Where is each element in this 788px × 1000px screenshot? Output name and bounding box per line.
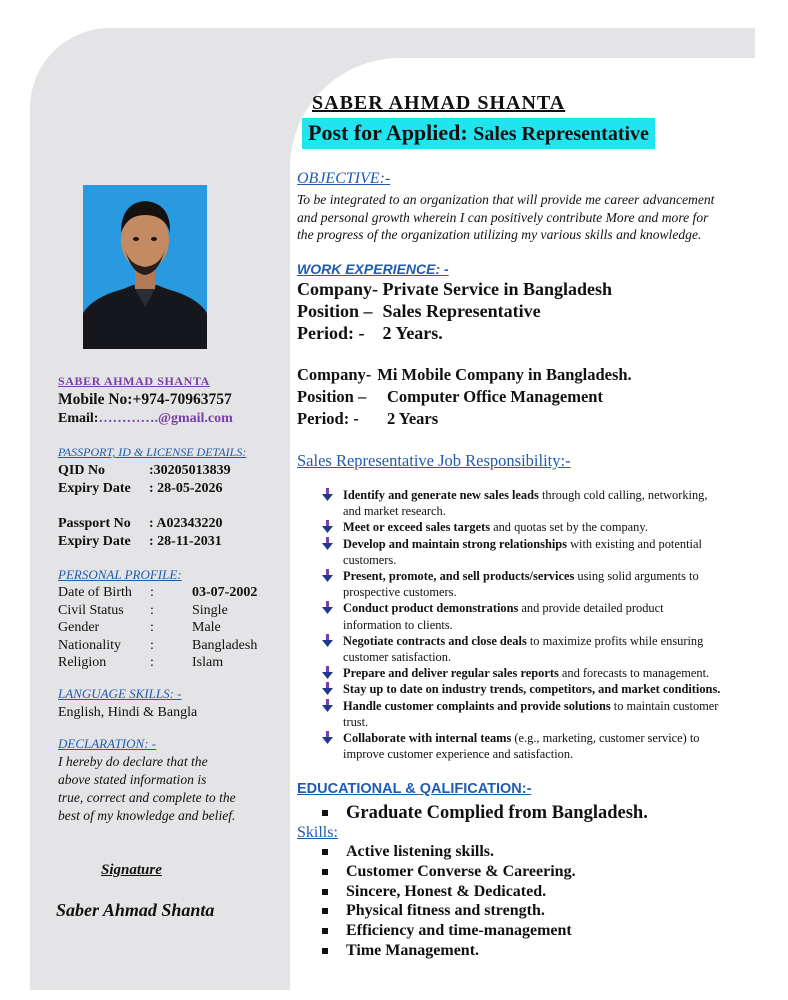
profile-value: Single [192,602,228,618]
responsibility-item [322,487,772,519]
responsibility-line2: improve customer experience and satisfaction. [343,747,574,762]
qid-label: QID No [58,463,106,478]
declaration-line: best of my knowledge and belief. [58,808,236,823]
square-bullet-icon [322,810,328,816]
responsibility-item [322,536,772,568]
responsibility-rest: with existing and potential [567,536,702,551]
resume-name: SABER AHMAD SHANTA [312,92,566,114]
skill-item [322,941,576,961]
qid-expiry-row [58,480,223,498]
education-list [322,801,648,825]
responsibility-line2: and market research. [343,504,446,519]
objective-text [297,191,777,244]
position-label: Position – [297,301,373,321]
job-entry-1 [297,278,612,344]
objective-line: To be integrated to an organization that will provide me career advancement [297,192,715,207]
profile-value: Bangladesh [192,637,258,653]
down-arrow-icon [322,601,333,614]
profile-label: Nationality [58,637,121,653]
skills-heading: Skills: [297,824,338,841]
qid-expiry-value: : 28-05-2026 [149,481,223,496]
responsibility-rest: through cold calling, networking, [538,488,708,502]
responsibility-line2: information to clients. [343,617,453,632]
personal-profile-table [58,584,278,672]
responsibility-rest: and quotas set by the company. [490,520,648,535]
objective-heading: OBJECTIVE:- [297,170,391,187]
company-name: Private Service in Bangladesh [382,279,612,299]
square-bullet-icon [322,928,328,934]
skill-item [322,921,576,941]
responsibility-bold: Stay up to date on industry trends, competitors, and market conditions. [343,682,721,697]
skill-item [322,882,576,902]
profile-row-religion [58,654,278,672]
responsibility-line2: customers. [343,552,397,567]
responsibility-bold: Develop and maintain strong relationships [343,536,567,551]
objective-line: the progress of the organization utilizing my various skills and knowledge. [297,227,702,242]
down-arrow-icon [322,699,333,712]
job-company-row [297,364,632,386]
responsibility-line2: customer satisfaction. [343,650,452,665]
profile-label: Date of Birth [58,585,132,600]
position-value: Sales Representative [382,301,541,321]
down-arrow-icon [322,537,333,550]
qid-row [58,462,231,480]
responsibility-item [322,698,772,730]
responsibility-bold: Prepare and deliver regular sales reports [343,666,559,681]
responsibility-item [322,519,772,535]
qid-value: :30205013839 [149,463,231,478]
profile-row-gender [58,619,278,637]
responsibility-rest: and forecasts to management. [558,666,710,681]
mobile-number: +974-70963757 [132,391,232,408]
profile-row-nationality [58,637,278,655]
job-company-row [297,278,612,300]
profile-label: Gender [58,620,100,635]
passport-row [58,515,223,533]
responsibility-rest: (e.g., marketing, customer service) to [511,731,700,746]
square-bullet-icon [322,849,328,855]
company-name: Mi Mobile Company in Bangladesh. [377,365,632,384]
responsibility-bold: Present, promote, and sell products/services [343,569,575,584]
passport-expiry-row [58,533,222,551]
responsibility-bold: Negotiate contracts and close deals [343,633,527,648]
job-entry-2 [297,364,632,430]
profile-value: Islam [192,655,224,670]
profile-separator: : [150,637,154,653]
mobile-row [58,391,232,409]
passport-expiry-label: Expiry Date [58,534,131,549]
profile-row-civil-status [58,602,278,620]
position-label: Position – [297,387,367,406]
work-experience-heading: WORK EXPERIENCE: - [297,261,449,277]
email-row [58,411,233,427]
position-value: Computer Office Management [387,387,603,406]
qid-expiry-label: Expiry Date [58,481,131,496]
education-item [322,801,648,825]
post-applied-banner [302,118,655,149]
job-period-row [297,408,632,430]
post-applied-value: Sales Representative [473,123,649,145]
skill-item [322,842,576,862]
profile-value: Male [192,620,221,635]
company-label: Company- [297,279,379,299]
responsibility-bold: Collaborate with internal teams [343,731,512,746]
down-arrow-icon [322,634,333,647]
sidebar-name: SABER AHMAD SHANTA [58,374,210,388]
responsibility-heading: Sales Representative Job Responsibility:- [297,451,571,470]
personal-profile-heading: PERSONAL PROFILE: [58,567,182,582]
person-silhouette-icon [83,185,207,349]
passport-label: Passport No [58,516,131,531]
declaration-line: above stated information is [58,772,207,787]
company-label: Company- [297,365,372,384]
objective-line: and personal growth wherein I can positively contribute More and more for [297,209,709,225]
declaration-text [58,753,278,825]
profile-row-dob [58,584,278,602]
skills-list [322,842,576,961]
down-arrow-icon [322,731,333,744]
square-bullet-icon [322,948,328,954]
period-label: Period: - [297,323,365,343]
language-text: English, Hindi & Bangla [58,705,198,720]
declaration-line: true, correct and complete to the [58,790,236,805]
responsibility-bold: Identify and generate new sales leads [343,488,539,502]
education-heading: EDUCATIONAL & QALIFICATION:- [297,781,532,797]
responsibility-rest: to maintain customer [610,698,719,713]
down-arrow-icon [322,569,333,582]
down-arrow-icon [322,682,333,695]
responsibility-item [322,600,772,632]
responsibility-item [322,568,772,600]
down-arrow-icon [322,666,333,679]
skill-text: Sincere, Honest & Dedicated. [346,882,547,900]
responsibility-rest: using solid arguments to [574,569,699,584]
responsibility-rest: to maximize profits while ensuring [526,633,704,648]
responsibility-line2: prospective customers. [343,585,457,600]
skill-text: Time Management. [346,941,480,959]
job-position-row [297,386,632,408]
signature-label: Signature [101,862,162,878]
skill-item [322,862,576,882]
square-bullet-icon [322,908,328,914]
profile-value: 03-07-2002 [192,585,258,600]
down-arrow-icon [322,488,333,501]
square-bullet-icon [322,869,328,875]
skill-text: Customer Converse & Careering. [346,862,576,880]
profile-separator: : [150,655,154,670]
education-text: Graduate Complied from Bangladesh. [346,803,648,823]
email-label: Email: [58,411,99,426]
email-value[interactable]: ………….@gmail.com [98,411,233,426]
job-position-row [297,300,612,322]
language-heading: LANGUAGE SKILLS: - [58,686,182,701]
period-value: 2 Years. [382,323,443,343]
profile-separator: : [150,585,154,600]
responsibility-item [322,730,772,762]
mobile-label: Mobile No: [58,391,133,408]
profile-label: Religion [58,655,107,670]
signature-name: Saber Ahmad Shanta [56,900,215,920]
responsibility-list [322,487,772,762]
profile-photo [83,185,207,349]
responsibility-item [322,665,772,681]
responsibility-item [322,681,772,697]
skill-text: Efficiency and time-management [346,922,572,940]
post-applied-label: Post for Applied: [308,120,468,145]
profile-label: Civil Status [58,602,124,618]
declaration-line: I hereby do declare that the [58,754,208,769]
responsibility-bold: Meet or exceed sales targets [343,520,491,535]
passport-expiry-value: : 28-11-2031 [149,534,222,549]
square-bullet-icon [322,889,328,895]
skill-item [322,901,576,921]
responsibility-rest: and provide detailed product [518,601,664,616]
passport-heading: PASSPORT, ID & LICENSE DETAILS: [58,445,247,459]
profile-separator: : [150,602,154,618]
job-period-row [297,322,612,344]
responsibility-line2: trust. [343,714,369,729]
responsibility-bold: Handle customer complaints and provide solutions [343,698,611,713]
period-value: 2 Years [387,409,439,428]
down-arrow-icon [322,520,333,533]
skill-text: Active listening skills. [346,843,495,860]
profile-separator: : [150,620,154,635]
period-label: Period: - [297,409,359,428]
responsibility-bold: Conduct product demonstrations [343,601,519,616]
skill-text: Physical fitness and strength. [346,902,545,920]
declaration-heading: DECLARATION: - [58,736,157,751]
passport-value: : A02343220 [149,516,223,531]
responsibility-item [322,633,772,665]
